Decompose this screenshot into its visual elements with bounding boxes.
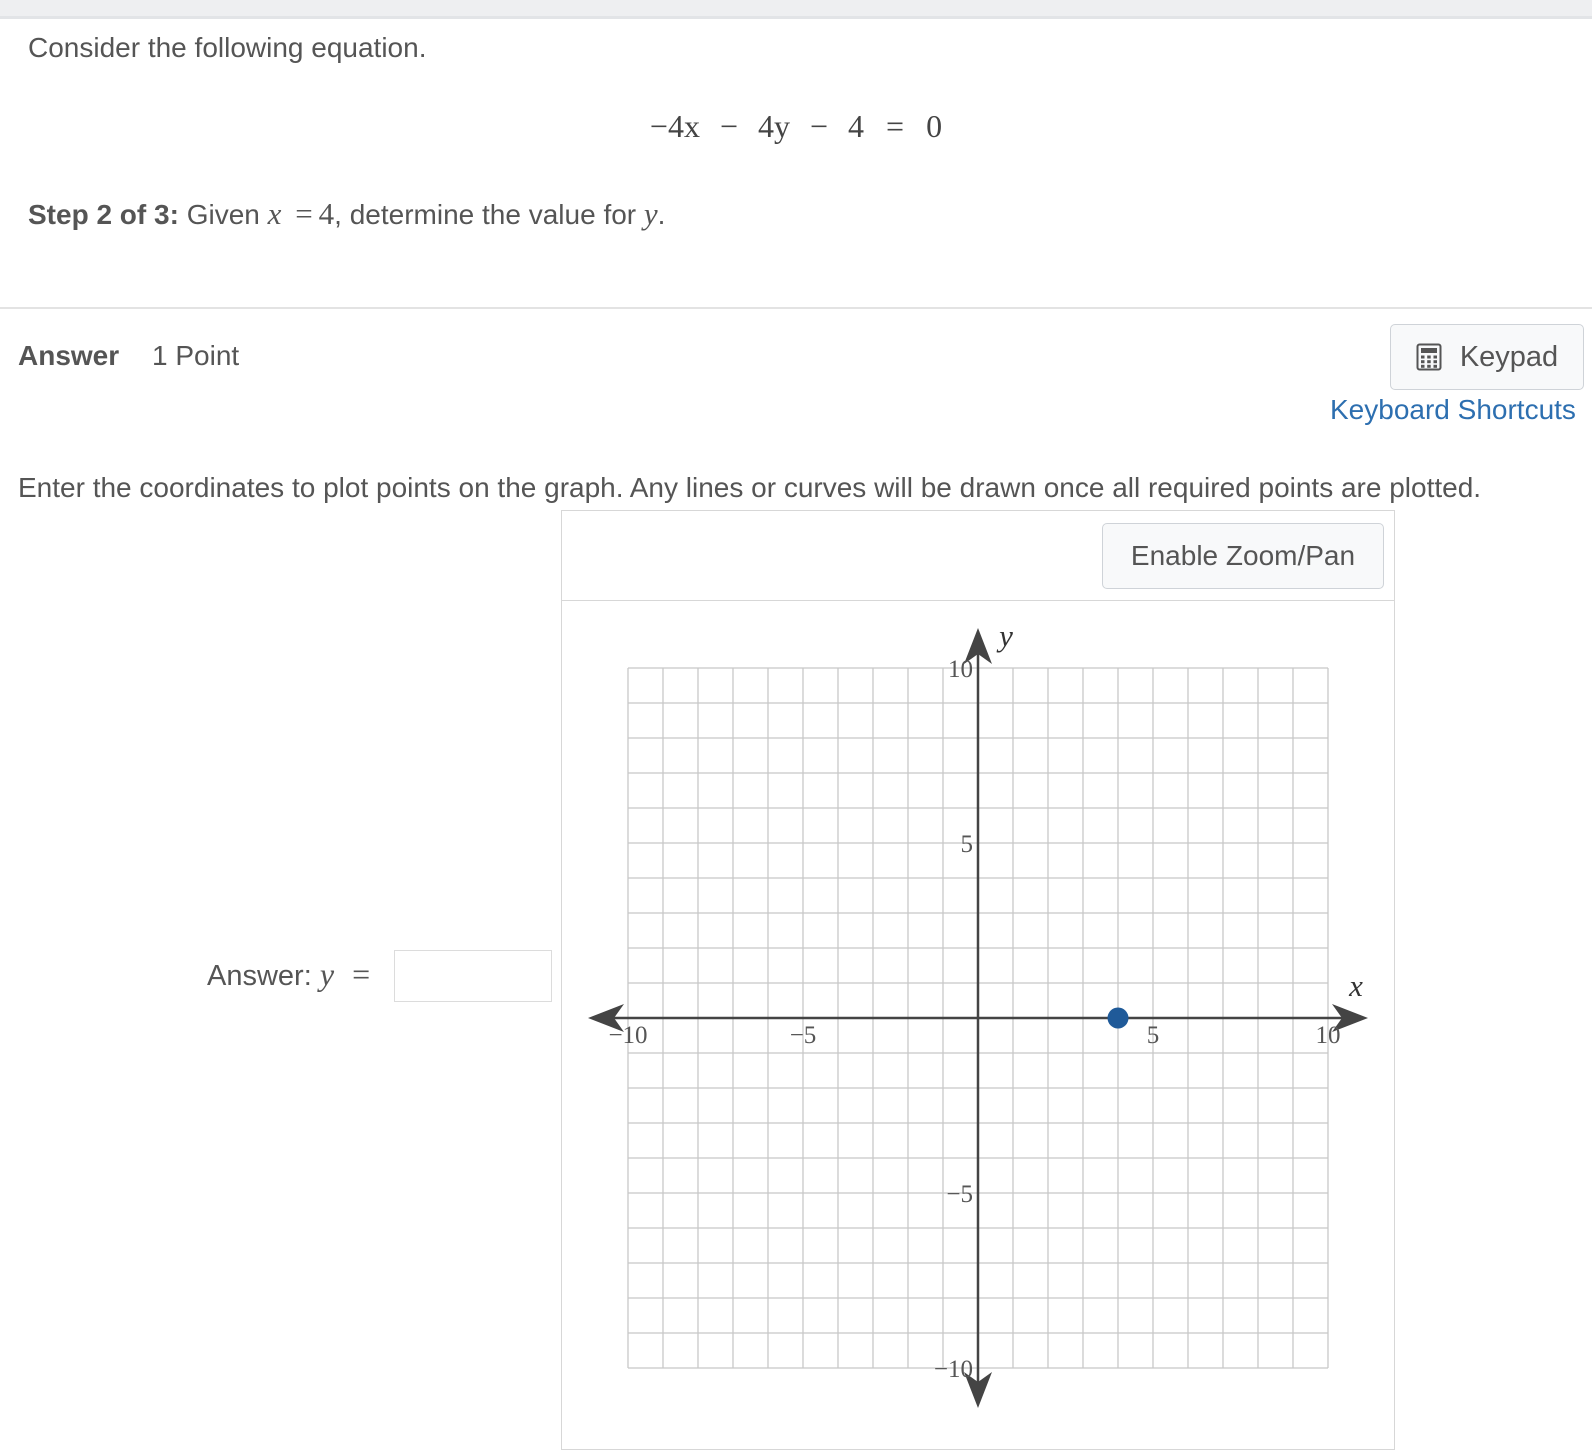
step-label: Step 2 of 3: — [28, 199, 179, 230]
x-tick-label: 5 — [1146, 1022, 1160, 1049]
y-tick-label: 5 — [960, 831, 973, 858]
plotted-points[interactable] — [1108, 1008, 1129, 1029]
equation-term: 0 — [926, 108, 943, 144]
answer-title: Answer — [18, 340, 120, 371]
equation-operator: − — [810, 108, 829, 144]
keyboard-shortcuts-link[interactable]: Keyboard Shortcuts — [1330, 394, 1576, 425]
equation-term: −4x — [649, 108, 700, 144]
answer-equals: = — [352, 956, 371, 992]
answer-prefix: Answer: — [207, 960, 312, 992]
step-variable: x — [267, 196, 282, 231]
equation-term: 4 — [848, 108, 865, 144]
x-tick-label: −5 — [789, 1022, 817, 1049]
equation-operator: − — [719, 108, 738, 144]
y-axis-label: y — [999, 618, 1013, 653]
step-end: . — [657, 199, 666, 230]
answer-variable: y — [319, 956, 335, 992]
instructions: Enter the coordinates to plot points on the graph. Any lines or curves will be drawn once all required points are plotted. — [18, 472, 1482, 503]
equation-term: 4y — [758, 108, 790, 144]
tick-labels — [608, 656, 1340, 1383]
x-tick-label: −10 — [608, 1022, 648, 1049]
equation-equals: = — [886, 108, 905, 144]
y-tick-label: −10 — [933, 1356, 973, 1383]
step-value: 4 — [318, 196, 335, 231]
step-equals: = — [295, 196, 313, 231]
axes — [588, 618, 1368, 1408]
step-given: Given — [186, 199, 260, 230]
x-tick-label: 10 — [1315, 1022, 1341, 1049]
x-axis-label: x — [1349, 968, 1363, 1003]
question-intro: Consider the following equation. — [28, 32, 427, 63]
y-tick-label: −5 — [946, 1181, 973, 1208]
step-rest: , determine the value for — [334, 199, 637, 230]
plotted-point[interactable] — [1108, 1008, 1129, 1029]
y-tick-label: 10 — [948, 656, 973, 683]
enable-zoom-pan-button[interactable]: Enable Zoom/Pan — [1102, 523, 1384, 589]
keypad-label: Keypad — [1459, 340, 1559, 373]
step-target: y — [643, 196, 658, 231]
points-label: 1 Point — [152, 340, 240, 371]
